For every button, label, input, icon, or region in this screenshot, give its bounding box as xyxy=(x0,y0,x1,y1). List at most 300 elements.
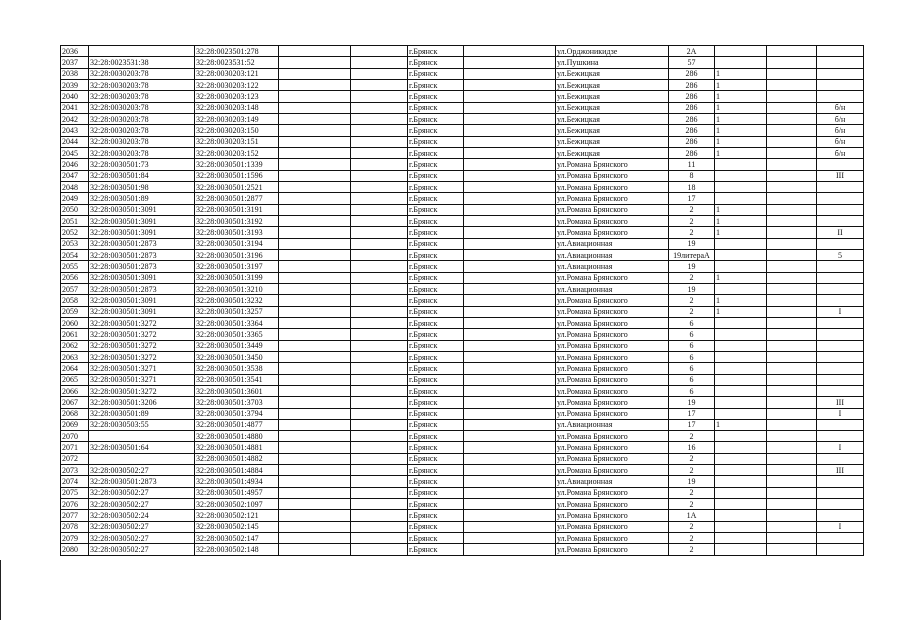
row-number-cell: 2056 xyxy=(61,272,89,283)
object-cadastral-number-cell: 32:28:0030501:3449 xyxy=(195,340,279,351)
blank-cell-b xyxy=(351,46,408,57)
object-cadastral-number-cell: 32:28:0030501:4957 xyxy=(195,487,279,498)
object-cadastral-number-cell: 32:28:0030501:1339 xyxy=(195,159,279,170)
blank-cell-b xyxy=(351,306,408,317)
blank-cell-b xyxy=(351,204,408,215)
apartment-cell xyxy=(817,91,864,102)
house-number-cell: 2А xyxy=(669,46,715,57)
street-cell: ул.Романа Брянского xyxy=(556,499,669,510)
table-row xyxy=(61,442,864,453)
house-number-cell: 2 xyxy=(669,215,715,226)
apartment-cell xyxy=(817,215,864,226)
row-number-cell: 2067 xyxy=(61,397,89,408)
blank-cell-c xyxy=(464,159,556,170)
row-number-cell: 2036 xyxy=(61,46,89,57)
street-cell: ул.Романа Брянского xyxy=(556,533,669,544)
building-cell xyxy=(715,510,767,521)
object-cadastral-number-cell: 32:28:0030501:4882 xyxy=(195,453,279,464)
blank-cell-a xyxy=(279,170,351,181)
house-number-cell: 19литераА xyxy=(669,249,715,260)
blank-cell-a xyxy=(279,465,351,476)
apartment-cell xyxy=(817,181,864,192)
blank-cell-a xyxy=(279,272,351,283)
building-cell xyxy=(715,283,767,294)
parcel-cadastral-number-cell: 32:28:0030203:78 xyxy=(89,91,195,102)
row-number-cell: 2078 xyxy=(61,521,89,532)
object-cadastral-number-cell: 32:28:0030203:148 xyxy=(195,102,279,113)
table-row xyxy=(61,193,864,204)
parcel-cadastral-number-cell xyxy=(89,453,195,464)
object-cadastral-number-cell: 32:28:0023501:278 xyxy=(195,46,279,57)
city-cell: г.Брянск xyxy=(408,193,464,204)
apartment-cell xyxy=(817,204,864,215)
apartment-cell: I xyxy=(817,306,864,317)
building-cell xyxy=(715,363,767,374)
street-cell: ул.Авиационная xyxy=(556,283,669,294)
blank-cell-a xyxy=(279,544,351,555)
blank-cell-d xyxy=(767,385,817,396)
table-row xyxy=(61,533,864,544)
object-cadastral-number-cell: 32:28:0030501:2877 xyxy=(195,193,279,204)
row-number-cell: 2046 xyxy=(61,159,89,170)
parcel-cadastral-number-cell: 32:28:0030501:2873 xyxy=(89,476,195,487)
object-cadastral-number-cell: 32:28:0030203:152 xyxy=(195,147,279,158)
table-row xyxy=(61,329,864,340)
blank-cell-c xyxy=(464,57,556,68)
building-cell xyxy=(715,453,767,464)
blank-cell-a xyxy=(279,46,351,57)
row-number-cell: 2045 xyxy=(61,147,89,158)
parcel-cadastral-number-cell xyxy=(89,431,195,442)
parcel-cadastral-number-cell: 32:28:0030501:3091 xyxy=(89,295,195,306)
blank-cell-b xyxy=(351,57,408,68)
building-cell xyxy=(715,46,767,57)
apartment-cell: I xyxy=(817,408,864,419)
parcel-cadastral-number-cell: 32:28:0030502:27 xyxy=(89,487,195,498)
building-cell: 1 xyxy=(715,68,767,79)
blank-cell-c xyxy=(464,170,556,181)
row-number-cell: 2076 xyxy=(61,499,89,510)
building-cell xyxy=(715,442,767,453)
apartment-cell xyxy=(817,238,864,249)
blank-cell-d xyxy=(767,91,817,102)
blank-cell-d xyxy=(767,102,817,113)
city-cell: г.Брянск xyxy=(408,476,464,487)
blank-cell-b xyxy=(351,136,408,147)
blank-cell-c xyxy=(464,147,556,158)
blank-cell-a xyxy=(279,442,351,453)
object-cadastral-number-cell: 32:28:0030203:122 xyxy=(195,79,279,90)
object-cadastral-number-cell: 32:28:0030502:1097 xyxy=(195,499,279,510)
city-cell: г.Брянск xyxy=(408,227,464,238)
row-number-cell: 2040 xyxy=(61,91,89,102)
object-cadastral-number-cell: 32:28:0030501:4884 xyxy=(195,465,279,476)
house-number-cell: 19 xyxy=(669,238,715,249)
parcel-cadastral-number-cell: 32:28:0030501:3091 xyxy=(89,306,195,317)
building-cell xyxy=(715,249,767,260)
blank-cell-c xyxy=(464,91,556,102)
blank-cell-b xyxy=(351,295,408,306)
row-number-cell: 2062 xyxy=(61,340,89,351)
house-number-cell: 17 xyxy=(669,419,715,430)
object-cadastral-number-cell: 32:28:0030501:3194 xyxy=(195,238,279,249)
row-number-cell: 2061 xyxy=(61,329,89,340)
apartment-cell xyxy=(817,533,864,544)
blank-cell-c xyxy=(464,533,556,544)
blank-cell-c xyxy=(464,510,556,521)
street-cell: ул.Романа Брянского xyxy=(556,385,669,396)
row-number-cell: 2052 xyxy=(61,227,89,238)
parcel-cadastral-number-cell: 32:28:0030501:2873 xyxy=(89,249,195,260)
table-row xyxy=(61,431,864,442)
blank-cell-c xyxy=(464,215,556,226)
house-number-cell: 6 xyxy=(669,374,715,385)
parcel-cadastral-number-cell: 32:28:0030501:3206 xyxy=(89,397,195,408)
table-row xyxy=(61,408,864,419)
blank-cell-c xyxy=(464,487,556,498)
blank-cell-b xyxy=(351,283,408,294)
parcel-cadastral-number-cell: 32:28:0030501:64 xyxy=(89,442,195,453)
blank-cell-a xyxy=(279,227,351,238)
building-cell: 1 xyxy=(715,204,767,215)
apartment-cell: б/н xyxy=(817,136,864,147)
building-cell: 1 xyxy=(715,306,767,317)
blank-cell-a xyxy=(279,306,351,317)
blank-cell-b xyxy=(351,510,408,521)
blank-cell-a xyxy=(279,113,351,124)
city-cell: г.Брянск xyxy=(408,329,464,340)
city-cell: г.Брянск xyxy=(408,46,464,57)
object-cadastral-number-cell: 32:28:0030501:1596 xyxy=(195,170,279,181)
apartment-cell: б/н xyxy=(817,125,864,136)
table-row xyxy=(61,340,864,351)
row-number-cell: 2079 xyxy=(61,533,89,544)
building-cell: 1 xyxy=(715,419,767,430)
parcel-cadastral-number-cell: 32:28:0030501:3272 xyxy=(89,317,195,328)
house-number-cell: 286 xyxy=(669,79,715,90)
apartment-cell xyxy=(817,295,864,306)
street-cell: ул.Авиационная xyxy=(556,476,669,487)
table-row xyxy=(61,261,864,272)
street-cell: ул.Романа Брянского xyxy=(556,215,669,226)
blank-cell-c xyxy=(464,295,556,306)
building-cell xyxy=(715,159,767,170)
building-cell: 1 xyxy=(715,125,767,136)
blank-cell-a xyxy=(279,431,351,442)
blank-cell-a xyxy=(279,136,351,147)
apartment-cell xyxy=(817,385,864,396)
row-number-cell: 2050 xyxy=(61,204,89,215)
city-cell: г.Брянск xyxy=(408,317,464,328)
house-number-cell: 2 xyxy=(669,431,715,442)
parcel-cadastral-number-cell: 32:28:0030501:84 xyxy=(89,170,195,181)
house-number-cell: 286 xyxy=(669,147,715,158)
house-number-cell: 6 xyxy=(669,363,715,374)
city-cell: г.Брянск xyxy=(408,306,464,317)
row-number-cell: 2064 xyxy=(61,363,89,374)
building-cell xyxy=(715,397,767,408)
row-number-cell: 2068 xyxy=(61,408,89,419)
blank-cell-b xyxy=(351,102,408,113)
blank-cell-d xyxy=(767,79,817,90)
blank-cell-d xyxy=(767,453,817,464)
house-number-cell: 19 xyxy=(669,476,715,487)
house-number-cell: 17 xyxy=(669,193,715,204)
parcel-cadastral-number-cell: 32:28:0030503:55 xyxy=(89,419,195,430)
street-cell: ул.Романа Брянского xyxy=(556,351,669,362)
parcel-cadastral-number-cell: 32:28:0030501:3091 xyxy=(89,227,195,238)
parcel-cadastral-number-cell: 32:28:0030203:78 xyxy=(89,79,195,90)
object-cadastral-number-cell: 32:28:0030501:3538 xyxy=(195,363,279,374)
blank-cell-b xyxy=(351,79,408,90)
blank-cell-c xyxy=(464,385,556,396)
house-number-cell: 11 xyxy=(669,159,715,170)
blank-cell-b xyxy=(351,521,408,532)
object-cadastral-number-cell: 32:28:0030502:148 xyxy=(195,544,279,555)
blank-cell-b xyxy=(351,351,408,362)
blank-cell-a xyxy=(279,295,351,306)
apartment-cell: б/н xyxy=(817,102,864,113)
street-cell: ул.Романа Брянского xyxy=(556,317,669,328)
blank-cell-a xyxy=(279,351,351,362)
house-number-cell: 6 xyxy=(669,351,715,362)
blank-cell-c xyxy=(464,79,556,90)
city-cell: г.Брянск xyxy=(408,261,464,272)
building-cell: 1 xyxy=(715,102,767,113)
table-row xyxy=(61,113,864,124)
house-number-cell: 6 xyxy=(669,317,715,328)
table-row xyxy=(61,170,864,181)
blank-cell-c xyxy=(464,181,556,192)
blank-cell-a xyxy=(279,408,351,419)
house-number-cell: 286 xyxy=(669,125,715,136)
street-cell: ул.Романа Брянского xyxy=(556,487,669,498)
apartment-cell xyxy=(817,544,864,555)
row-number-cell: 2044 xyxy=(61,136,89,147)
building-cell xyxy=(715,499,767,510)
blank-cell-d xyxy=(767,204,817,215)
blank-cell-d xyxy=(767,272,817,283)
table-row xyxy=(61,351,864,362)
blank-cell-d xyxy=(767,46,817,57)
street-cell: ул.Романа Брянского xyxy=(556,193,669,204)
parcel-cadastral-number-cell: 32:28:0030501:2873 xyxy=(89,261,195,272)
apartment-cell xyxy=(817,193,864,204)
building-cell: 1 xyxy=(715,272,767,283)
object-cadastral-number-cell: 32:28:0030501:3703 xyxy=(195,397,279,408)
table-row xyxy=(61,295,864,306)
street-cell: ул.Орджоникидзе xyxy=(556,46,669,57)
street-cell: ул.Авиационная xyxy=(556,419,669,430)
blank-cell-c xyxy=(464,499,556,510)
apartment-cell xyxy=(817,329,864,340)
blank-cell-d xyxy=(767,249,817,260)
object-cadastral-number-cell: 32:28:0030501:4877 xyxy=(195,419,279,430)
blank-cell-b xyxy=(351,487,408,498)
parcel-cadastral-number-cell: 32:28:0030501:3272 xyxy=(89,329,195,340)
table-row xyxy=(61,102,864,113)
house-number-cell: 17 xyxy=(669,408,715,419)
house-number-cell: 2 xyxy=(669,295,715,306)
house-number-cell: 16 xyxy=(669,442,715,453)
apartment-cell xyxy=(817,499,864,510)
blank-cell-b xyxy=(351,68,408,79)
blank-cell-d xyxy=(767,419,817,430)
city-cell: г.Брянск xyxy=(408,68,464,79)
row-number-cell: 2080 xyxy=(61,544,89,555)
blank-cell-a xyxy=(279,261,351,272)
house-number-cell: 286 xyxy=(669,91,715,102)
blank-cell-d xyxy=(767,374,817,385)
apartment-cell xyxy=(817,476,864,487)
blank-cell-c xyxy=(464,238,556,249)
row-number-cell: 2049 xyxy=(61,193,89,204)
table-row xyxy=(61,125,864,136)
blank-cell-b xyxy=(351,499,408,510)
building-cell: 1 xyxy=(715,227,767,238)
table-row xyxy=(61,136,864,147)
city-cell: г.Брянск xyxy=(408,125,464,136)
house-number-cell: 286 xyxy=(669,102,715,113)
blank-cell-b xyxy=(351,227,408,238)
blank-cell-a xyxy=(279,487,351,498)
house-number-cell: 2 xyxy=(669,521,715,532)
blank-cell-a xyxy=(279,147,351,158)
blank-cell-d xyxy=(767,465,817,476)
street-cell: ул.Романа Брянского xyxy=(556,442,669,453)
blank-cell-c xyxy=(464,204,556,215)
blank-cell-c xyxy=(464,340,556,351)
row-number-cell: 2074 xyxy=(61,476,89,487)
table-row xyxy=(61,249,864,260)
blank-cell-d xyxy=(767,306,817,317)
city-cell: г.Брянск xyxy=(408,102,464,113)
object-cadastral-number-cell: 32:28:0030501:3794 xyxy=(195,408,279,419)
street-cell: ул.Авиационная xyxy=(556,238,669,249)
row-number-cell: 2070 xyxy=(61,431,89,442)
row-number-cell: 2041 xyxy=(61,102,89,113)
house-number-cell: 19 xyxy=(669,283,715,294)
row-number-cell: 2063 xyxy=(61,351,89,362)
apartment-cell: I xyxy=(817,442,864,453)
blank-cell-d xyxy=(767,431,817,442)
apartment-cell: II xyxy=(817,227,864,238)
blank-cell-a xyxy=(279,510,351,521)
table-row xyxy=(61,363,864,374)
city-cell: г.Брянск xyxy=(408,249,464,260)
city-cell: г.Брянск xyxy=(408,272,464,283)
building-cell xyxy=(715,374,767,385)
apartment-cell xyxy=(817,351,864,362)
row-number-cell: 2077 xyxy=(61,510,89,521)
parcel-cadastral-number-cell: 32:28:0030502:27 xyxy=(89,465,195,476)
table-row xyxy=(61,159,864,170)
table-row xyxy=(61,317,864,328)
blank-cell-a xyxy=(279,283,351,294)
object-cadastral-number-cell: 32:28:0030501:3601 xyxy=(195,385,279,396)
blank-cell-d xyxy=(767,283,817,294)
city-cell: г.Брянск xyxy=(408,283,464,294)
blank-cell-b xyxy=(351,476,408,487)
blank-cell-b xyxy=(351,397,408,408)
parcel-cadastral-number-cell: 32:28:0030501:3091 xyxy=(89,272,195,283)
building-cell: 1 xyxy=(715,295,767,306)
object-cadastral-number-cell: 32:28:0030501:3199 xyxy=(195,272,279,283)
building-cell xyxy=(715,181,767,192)
object-cadastral-number-cell: 32:28:0030203:150 xyxy=(195,125,279,136)
object-cadastral-number-cell: 32:28:0030203:123 xyxy=(195,91,279,102)
table-row xyxy=(61,544,864,555)
blank-cell-d xyxy=(767,363,817,374)
blank-cell-a xyxy=(279,317,351,328)
table-row xyxy=(61,238,864,249)
blank-cell-a xyxy=(279,385,351,396)
row-number-cell: 2075 xyxy=(61,487,89,498)
object-cadastral-number-cell: 32:28:0030501:4881 xyxy=(195,442,279,453)
street-cell: ул.Бежицкая xyxy=(556,91,669,102)
blank-cell-b xyxy=(351,147,408,158)
blank-cell-b xyxy=(351,431,408,442)
blank-cell-c xyxy=(464,397,556,408)
table-row xyxy=(61,385,864,396)
city-cell: г.Брянск xyxy=(408,419,464,430)
object-cadastral-number-cell: 32:28:0030203:151 xyxy=(195,136,279,147)
table-row xyxy=(61,499,864,510)
house-number-cell: 286 xyxy=(669,68,715,79)
row-number-cell: 2043 xyxy=(61,125,89,136)
apartment-cell: I xyxy=(817,521,864,532)
row-number-cell: 2072 xyxy=(61,453,89,464)
city-cell: г.Брянск xyxy=(408,351,464,362)
apartment-cell: б/н xyxy=(817,113,864,124)
object-cadastral-number-cell: 32:28:0030501:4934 xyxy=(195,476,279,487)
table-row xyxy=(61,465,864,476)
table-row xyxy=(61,46,864,57)
street-cell: ул.Романа Брянского xyxy=(556,408,669,419)
blank-cell-b xyxy=(351,249,408,260)
blank-cell-d xyxy=(767,136,817,147)
blank-cell-d xyxy=(767,125,817,136)
table-body xyxy=(61,46,864,556)
blank-cell-d xyxy=(767,170,817,181)
parcel-cadastral-number-cell: 32:28:0030203:78 xyxy=(89,136,195,147)
parcel-cadastral-number-cell: 32:28:0030501:3271 xyxy=(89,374,195,385)
blank-cell-b xyxy=(351,453,408,464)
blank-cell-c xyxy=(464,351,556,362)
building-cell xyxy=(715,544,767,555)
street-cell: ул.Романа Брянского xyxy=(556,170,669,181)
blank-cell-c xyxy=(464,227,556,238)
blank-cell-b xyxy=(351,125,408,136)
row-number-cell: 2071 xyxy=(61,442,89,453)
blank-cell-c xyxy=(464,453,556,464)
city-cell: г.Брянск xyxy=(408,340,464,351)
city-cell: г.Брянск xyxy=(408,385,464,396)
house-number-cell: 286 xyxy=(669,113,715,124)
city-cell: г.Брянск xyxy=(408,181,464,192)
street-cell: ул.Романа Брянского xyxy=(556,306,669,317)
table-row xyxy=(61,181,864,192)
blank-cell-a xyxy=(279,374,351,385)
city-cell: г.Брянск xyxy=(408,374,464,385)
building-cell xyxy=(715,476,767,487)
street-cell: ул.Романа Брянского xyxy=(556,374,669,385)
house-number-cell: 1А xyxy=(669,510,715,521)
apartment-cell xyxy=(817,510,864,521)
house-number-cell: 2 xyxy=(669,453,715,464)
blank-cell-a xyxy=(279,68,351,79)
parcel-cadastral-number-cell: 32:28:0030203:78 xyxy=(89,147,195,158)
